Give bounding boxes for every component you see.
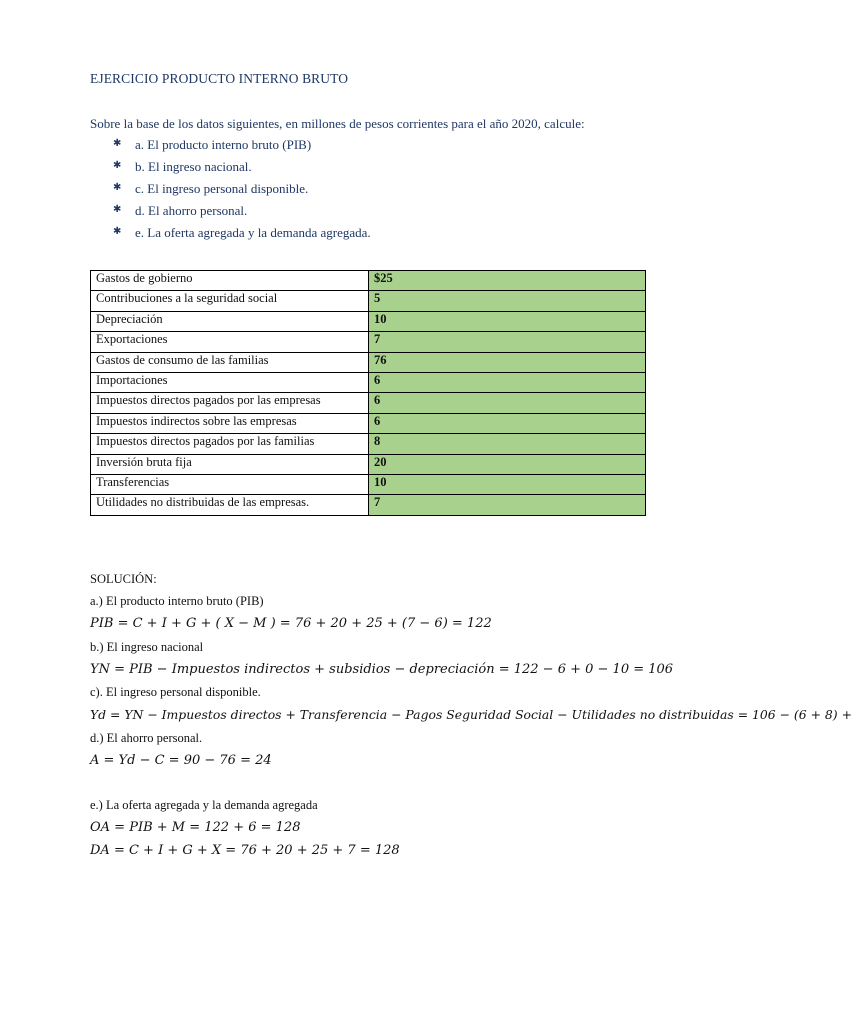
table-row [91, 372, 646, 392]
solution-a-equation: PIB = C + I + G + ( X − M ) = 76 + 20 + 25 + (7 − 6) = 122 [90, 616, 492, 631]
data-table [90, 270, 646, 516]
solution-b-equation: YN = PIB − Impuestos indirectos + subsidios − depreciación = 122 − 6 + 0 − 10 = 106 [90, 662, 674, 677]
table-row [91, 454, 646, 474]
document-title: EJERCICIO PRODUCTO INTERNO BRUTO [90, 71, 349, 86]
table-cell-value: 7 [369, 332, 646, 352]
table-cell-value: 76 [369, 352, 646, 372]
solution-e-equation-da: DA = C + I + G + X = 76 + 20 + 25 + 7 = 128 [90, 843, 400, 858]
table-row [91, 311, 646, 331]
solution-d-label: d.) El ahorro personal. [90, 731, 203, 745]
table-row [91, 393, 646, 413]
table-cell-value: 6 [369, 372, 646, 392]
table-cell-label: Impuestos directos pagados por las familias [91, 434, 369, 454]
solution-e-label: e.) La oferta agregada y la demanda agregada [90, 798, 318, 812]
table-row [91, 413, 646, 433]
list-item: ✱ c. El ingreso personal disponible. [113, 181, 309, 196]
table-cell-label: Impuestos directos pagados por las empresas [91, 393, 369, 413]
table-cell-label: Importaciones [91, 372, 369, 392]
list-item: ✱ b. El ingreso nacional. [113, 159, 252, 174]
asterisk-bullet-icon: ✱ [113, 204, 122, 215]
task-list [113, 137, 371, 247]
table-cell-label: Transferencias [91, 474, 369, 494]
table-row [91, 495, 646, 515]
table-row [91, 332, 646, 352]
solution-c-equation: Yd = YN − Impuestos directos + Transferencia − Pagos Seguridad Social − Utilidades no distribuidas = 106 − (6 + 8) + [90, 707, 852, 722]
table-cell-label: Inversión bruta fija [91, 454, 369, 474]
table-cell-label: Gastos de gobierno [91, 271, 369, 291]
solution-heading: SOLUCIÓN: [90, 572, 157, 586]
table-cell-value: 6 [369, 413, 646, 433]
table-cell-label: Depreciación [91, 311, 369, 331]
table-cell-label: Impuestos indirectos sobre las empresas [91, 413, 369, 433]
list-item: ✱ e. La oferta agregada y la demanda agregada. [113, 225, 371, 240]
table-row [91, 291, 646, 311]
table-cell-label: Utilidades no distribuidas de las empresas. [91, 495, 369, 515]
table-cell-label: Contribuciones a la seguridad social [91, 291, 369, 311]
solution-e-equation-oa: OA = PIB + M = 122 + 6 = 128 [90, 820, 301, 835]
table-cell-value: 8 [369, 434, 646, 454]
table-cell-value: 10 [369, 474, 646, 494]
list-item: ✱ a. El producto interno bruto (PIB) [113, 137, 312, 152]
table-cell-value: 10 [369, 311, 646, 331]
asterisk-bullet-icon: ✱ [113, 226, 122, 237]
table-cell-value: 5 [369, 291, 646, 311]
table-row [91, 271, 646, 291]
solution-b-label: b.) El ingreso nacional [90, 640, 204, 654]
solution-d-equation: A = Yd − C = 90 − 76 = 24 [90, 753, 272, 768]
solution-a-label: a.) El producto interno bruto (PIB) [90, 594, 264, 608]
table-cell-value: $25 [369, 271, 646, 291]
table-cell-label: Gastos de consumo de las familias [91, 352, 369, 372]
asterisk-bullet-icon: ✱ [113, 138, 122, 149]
asterisk-bullet-icon: ✱ [113, 160, 122, 171]
table-cell-value: 6 [369, 393, 646, 413]
intro-paragraph: Sobre la base de los datos siguientes, en millones de pesos corrientes para el año 2020, calcule: [90, 116, 585, 131]
table-cell-label: Exportaciones [91, 332, 369, 352]
list-item: ✱ d. El ahorro personal. [113, 203, 248, 218]
table-row [91, 352, 646, 372]
solution-c-label: c). El ingreso personal disponible. [90, 685, 261, 699]
table-row [91, 474, 646, 494]
asterisk-bullet-icon: ✱ [113, 182, 122, 193]
table-cell-value: 7 [369, 495, 646, 515]
table-row [91, 434, 646, 454]
table-cell-value: 20 [369, 454, 646, 474]
